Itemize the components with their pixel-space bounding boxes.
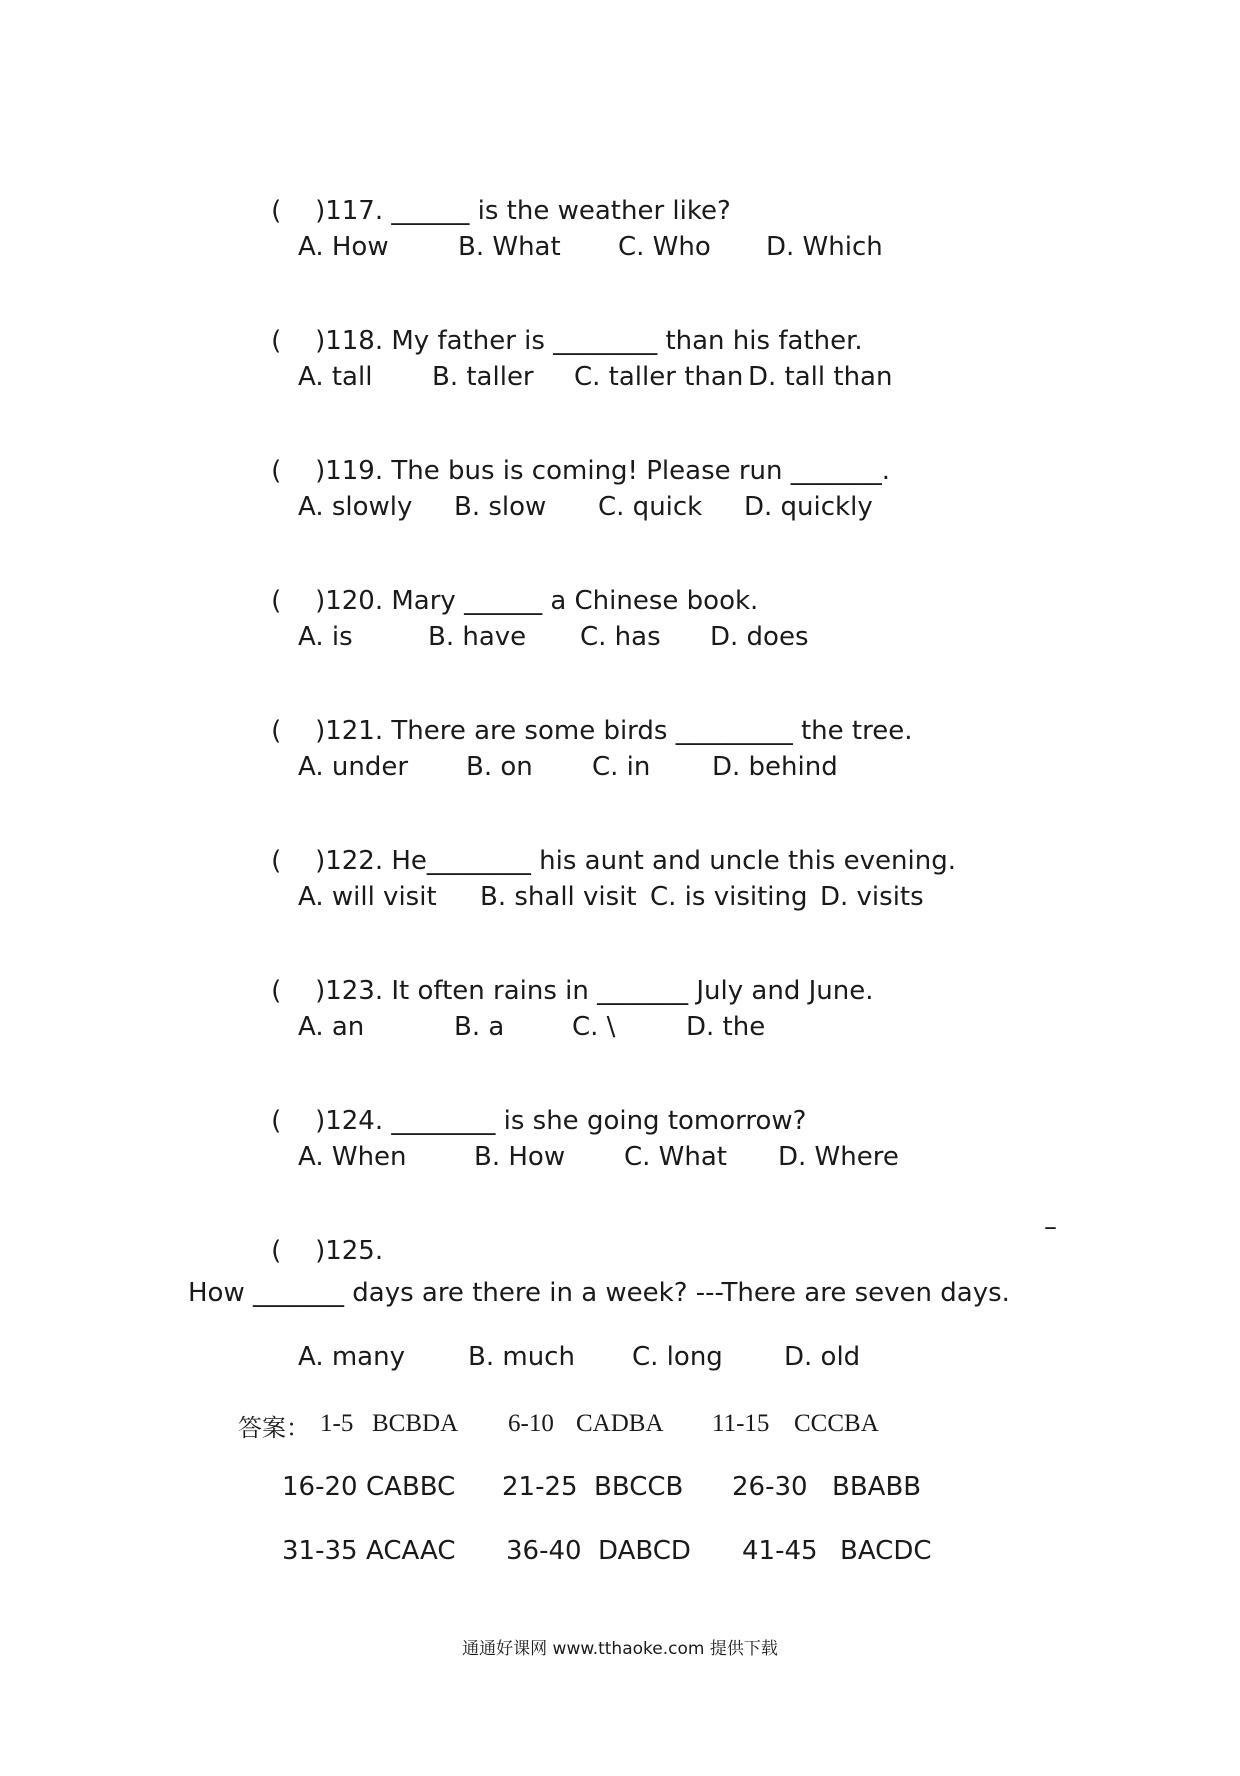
option-a: A. tall xyxy=(298,362,373,392)
answer-paren: ( xyxy=(271,326,282,356)
question-stem: )122. He________ his aunt and uncle this evening. xyxy=(315,846,956,876)
option-d: D. visits xyxy=(820,882,924,912)
answer-paren: ( xyxy=(271,846,282,876)
question-stem: )123. It often rains in _______ July and June. xyxy=(315,976,874,1006)
answer-key: CABBC xyxy=(366,1472,456,1502)
option-b: B. slow xyxy=(454,492,547,522)
answer-paren: ( xyxy=(271,1236,282,1266)
option-c: C. What xyxy=(624,1142,727,1172)
answer-paren: ( xyxy=(271,976,282,1006)
answer-key: DABCD xyxy=(598,1536,691,1566)
option-c: C. \ xyxy=(572,1012,616,1042)
option-b: B. have xyxy=(428,622,527,652)
option-d: D. tall than xyxy=(748,362,893,392)
question-stem: )124. ________ is she going tomorrow? xyxy=(315,1106,807,1136)
option-b: B. What xyxy=(458,232,561,262)
option-d: D. does xyxy=(710,622,809,652)
option-b: B. How xyxy=(474,1142,566,1172)
option-a: A. How xyxy=(298,232,389,262)
answer-range: 41-45 xyxy=(742,1536,818,1566)
answer-range: 21-25 xyxy=(502,1472,578,1502)
option-b: B. a xyxy=(454,1012,505,1042)
answer-key: CCCBA xyxy=(794,1410,879,1437)
answer-range: 6-10 xyxy=(508,1410,554,1437)
question-stem: )118. My father is ________ than his father. xyxy=(315,326,863,356)
option-a: A. under xyxy=(298,752,409,782)
answer-key: BBCCB xyxy=(594,1472,684,1502)
option-c: C. quick xyxy=(598,492,703,522)
option-d: D. Where xyxy=(778,1142,899,1172)
answers-label: 答案： xyxy=(238,1414,310,1442)
answer-range: 1-5 xyxy=(320,1410,354,1437)
option-c: C. Who xyxy=(618,232,711,262)
answer-paren: ( xyxy=(271,1106,282,1136)
option-d: D. the xyxy=(686,1012,766,1042)
question-stem: )120. Mary ______ a Chinese book. xyxy=(315,586,759,616)
answer-key: BCBDA xyxy=(372,1410,459,1437)
answer-key: ACAAC xyxy=(366,1536,456,1566)
option-c: C. taller than xyxy=(574,362,744,392)
option-a: A. slowly xyxy=(298,492,413,522)
option-a: A. is xyxy=(298,622,353,652)
answer-range: 36-40 xyxy=(506,1536,582,1566)
option-b: B. shall visit xyxy=(480,882,637,912)
option-b: B. taller xyxy=(432,362,534,392)
question-stem: )121. There are some birds _________ the tree. xyxy=(315,716,913,746)
option-b: B. on xyxy=(466,752,533,782)
answer-paren: ( xyxy=(271,456,282,486)
option-c: C. in xyxy=(592,752,651,782)
question-stem: )119. The bus is coming! Please run _______. xyxy=(315,456,891,486)
option-a: A. will visit xyxy=(298,882,437,912)
answer-paren: ( xyxy=(271,716,282,746)
question-stem: )117. ______ is the weather like? xyxy=(315,196,731,226)
question-stem: )125. xyxy=(315,1236,384,1266)
answer-range: 26-30 xyxy=(732,1472,808,1502)
option-d: D. quickly xyxy=(744,492,873,522)
option-a: A. an xyxy=(298,1012,365,1042)
answer-range: 16-20 xyxy=(282,1472,358,1502)
option-b: B. much xyxy=(468,1342,575,1372)
option-c: C. long xyxy=(632,1342,723,1372)
answer-range: 31-35 xyxy=(282,1536,358,1566)
question-125-continuation: How _______ days are there in a week? ---There are seven days. xyxy=(188,1278,1010,1308)
answer-paren: ( xyxy=(271,586,282,616)
answer-range: 11-15 xyxy=(712,1410,770,1437)
answer-key: CADBA xyxy=(576,1410,664,1437)
option-d: D. Which xyxy=(766,232,883,262)
option-a: A. When xyxy=(298,1142,407,1172)
answer-key: BACDC xyxy=(840,1536,932,1566)
q125-dash: – xyxy=(1044,1212,1057,1242)
answer-paren: ( xyxy=(271,196,282,226)
footer-source: 通通好课网 www.tthaoke.com 提供下载 xyxy=(462,1639,778,1659)
option-d: D. old xyxy=(784,1342,861,1372)
option-c: C. has xyxy=(580,622,661,652)
answer-key: BBABB xyxy=(832,1472,922,1502)
option-c: C. is visiting xyxy=(650,882,808,912)
option-d: D. behind xyxy=(712,752,838,782)
option-a: A. many xyxy=(298,1342,405,1372)
